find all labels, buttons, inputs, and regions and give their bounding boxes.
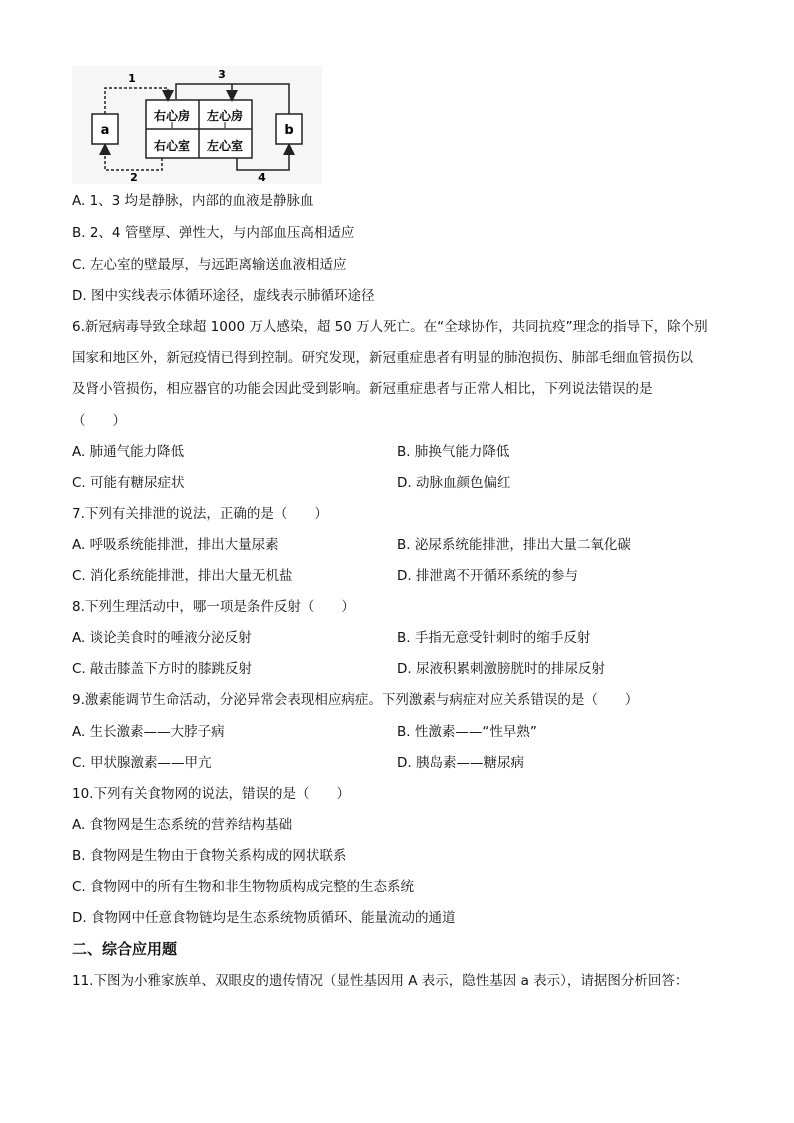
num-3: 3 [218, 68, 226, 81]
q7-option-c: C. 消化系统能排泄，排出大量无机盐 [72, 568, 293, 584]
q11-stem: 11.下图为小雅家族单、双眼皮的遗传情况（显性基因用 A 表示，隐性基因 a 表示），请据图分析回答： [72, 973, 689, 989]
q5-option-c: C. 左心室的壁最厚，与远距离输送血液相适应 [72, 257, 347, 273]
q8-stem: 8.下列生理活动中，哪一项是条件反射（ ） [72, 599, 355, 615]
q6-stem-line-1: 6.新冠病毒导致全球超 1000 万人感染，超 50 万人死亡。在“全球协作，共同抗疫”理念的指导下，除个别 [72, 319, 708, 335]
q9-option-c: C. 甲状腺激素——甲亢 [72, 755, 212, 771]
q9-option-b: B. 性激素——“性早熟” [397, 724, 537, 740]
q10-option-b: B. 食物网是生物由于食物关系构成的网状联系 [72, 848, 347, 864]
q6-option-c: C. 可能有糖尿症状 [72, 475, 185, 491]
q6-stem-line-4: （ ） [72, 413, 126, 429]
q10-option-c: C. 食物网中的所有生物和非生物物质构成完整的生态系统 [72, 879, 415, 895]
q8-option-a: A. 谈论美食时的唾液分泌反射 [72, 630, 252, 646]
q7-stem: 7.下列有关排泄的说法，正确的是（ ） [72, 506, 328, 522]
num-2: 2 [130, 171, 138, 184]
right-atrium-label: 右心房 [153, 109, 191, 123]
q9-option-a: A. 生长激素——大脖子病 [72, 724, 225, 740]
right-ventricle-label: 右心室 [153, 139, 191, 153]
q8-option-b: B. 手指无意受针刺时的缩手反射 [397, 630, 591, 646]
left-ventricle-label: 左心室 [206, 139, 244, 153]
q6-option-b: B. 肺换气能力降低 [397, 444, 510, 460]
q8-option-c: C. 敲击膝盖下方时的膝跳反射 [72, 661, 253, 677]
num-1: 1 [128, 72, 136, 85]
q7-option-a: A. 呼吸系统能排泄，排出大量尿素 [72, 537, 279, 553]
num-4: 4 [258, 171, 266, 184]
section-heading: 二、综合应用题 [72, 940, 178, 958]
q6-option-d: D. 动脉血颜色偏红 [397, 475, 511, 491]
q10-option-d: D. 食物网中任意食物链均是生态系统物质循环、能量流动的通道 [72, 910, 456, 926]
box-b-label: b [284, 123, 294, 138]
q6-option-a: A. 肺通气能力降低 [72, 444, 185, 460]
q6-stem-line-3: 及肾小管损伤，相应器官的功能会因此受到影响。新冠重症患者与正常人相比，下列说法错误的是 [72, 381, 653, 397]
circulation-diagram-svg [72, 66, 322, 184]
q5-option-b: B. 2、4 管壁厚、弹性大，与内部血压高相适应 [72, 225, 355, 241]
q10-stem: 10.下列有关食物网的说法，错误的是（ ） [72, 786, 350, 802]
q9-option-d: D. 胰岛素——糖尿病 [397, 755, 524, 771]
q5-option-a: A. 1、3 均是静脉，内部的血液是静脉血 [72, 193, 314, 209]
q9-stem: 9.激素能调节生命活动，分泌异常会表现相应病症。下列激素与病症对应关系错误的是（ ） [72, 692, 639, 708]
left-atrium-label: 左心房 [206, 109, 244, 123]
q6-stem-line-2: 国家和地区外，新冠疫情已得到控制。研究发现，新冠重症患者有明显的肺泡损伤、肺部毛细血管损伤以 [72, 350, 693, 366]
q5-option-d: D. 图中实线表示体循环途径，虚线表示肺循环途径 [72, 288, 375, 304]
box-a-label: a [100, 123, 110, 138]
q7-option-d: D. 排泄离不开循环系统的参与 [397, 568, 578, 584]
circulation-diagram [72, 66, 322, 184]
q10-option-a: A. 食物网是生态系统的营养结构基础 [72, 817, 293, 833]
q8-option-d: D. 尿液积累刺激膀胱时的排尿反射 [397, 661, 605, 677]
q7-option-b: B. 泌尿系统能排泄，排出大量二氧化碳 [397, 537, 631, 553]
